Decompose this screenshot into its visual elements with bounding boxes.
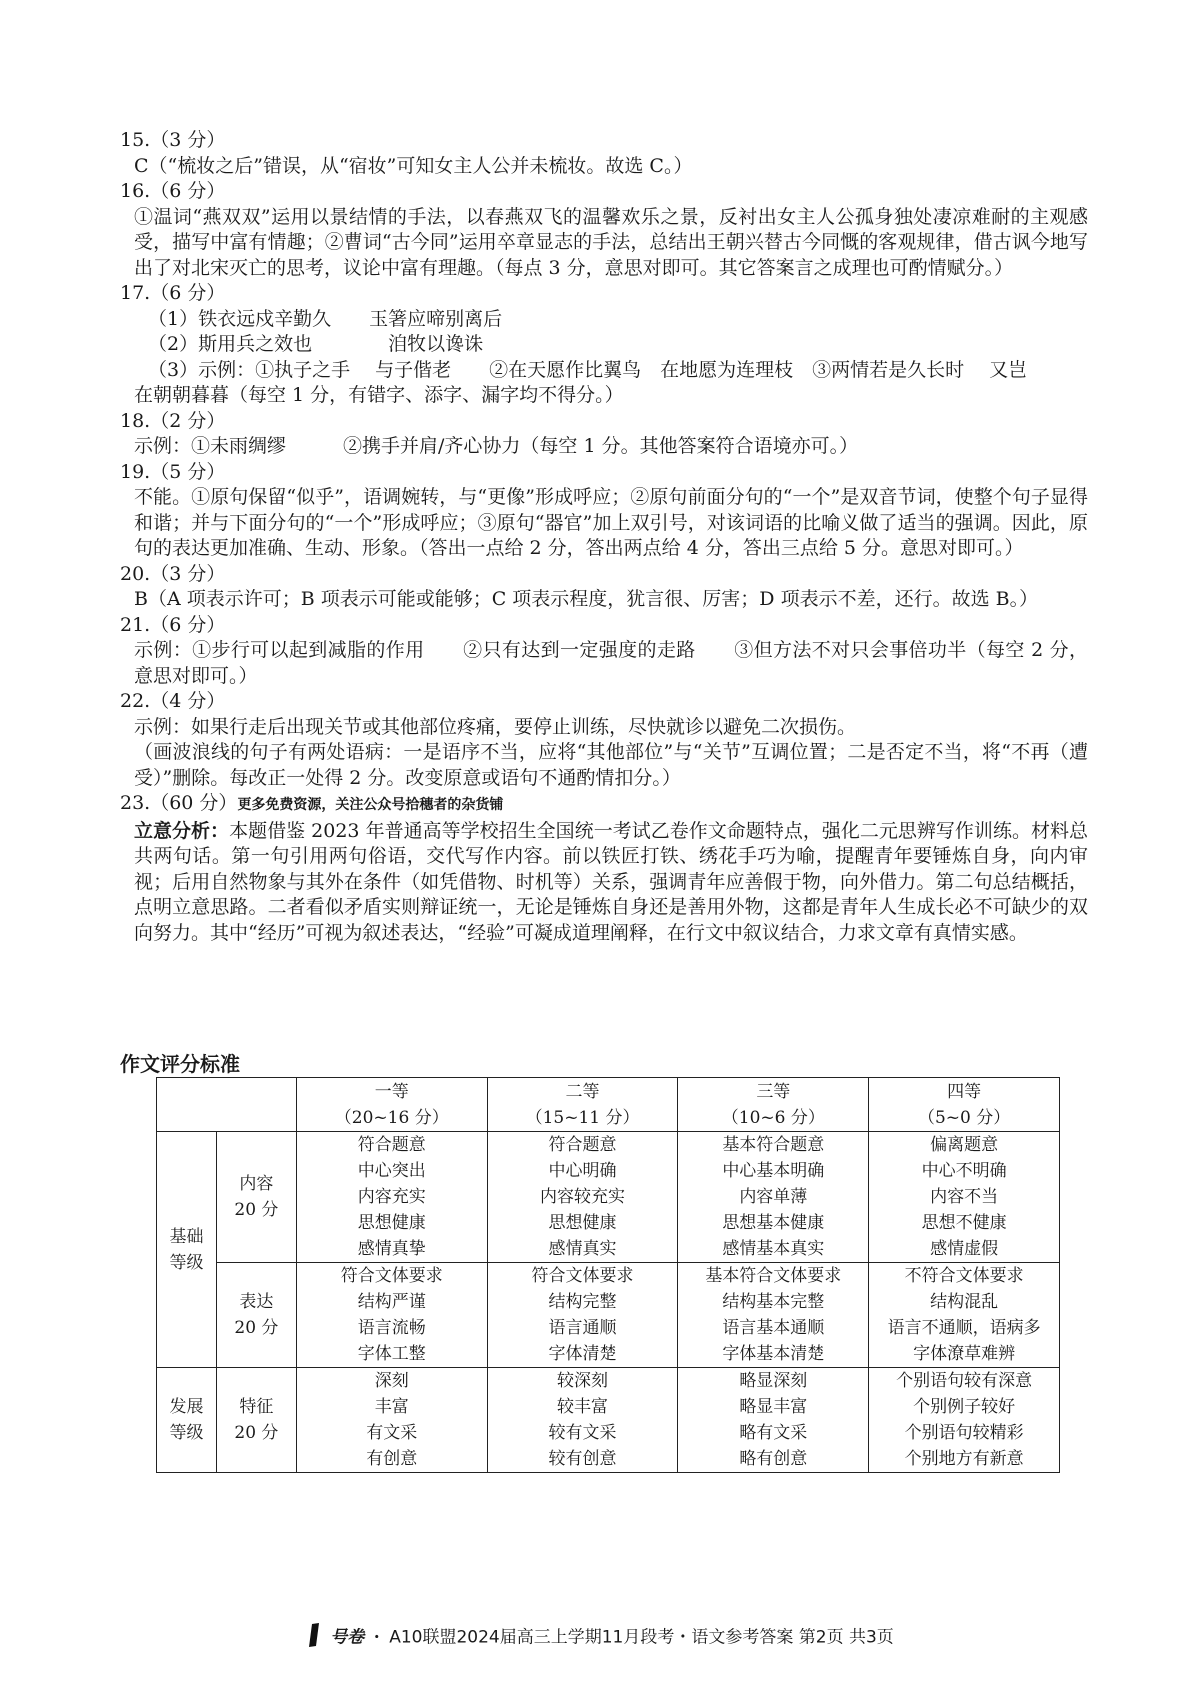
- q20-heading: 20.（3 分）: [120, 562, 226, 585]
- q22-explanation: （画波浪线的句子有两处语病：一是语序不当，应将“其他部位”与“关节”互调位置；二是否定不当，将“不再（遭受）”删除。每改正一处得 2 分。改变原意或语句不通酌情扣分。）: [134, 741, 1088, 789]
- footer-text: A10联盟2024届高三上学期11月段考・语文参考答案 第2页 共3页: [389, 1627, 894, 1648]
- criterion-text: 较丰富: [557, 1397, 609, 1417]
- feature-grade-4: [869, 1368, 1060, 1473]
- q17-line-1: （1）铁衣远戍辛勤久 玉箸应啼别离后: [148, 307, 503, 330]
- criterion-text: 字体潦草难辨: [913, 1344, 1016, 1364]
- criterion-text: 基本符合题意: [722, 1135, 825, 1155]
- criterion-text: 内容不当: [930, 1187, 999, 1207]
- criterion-text: 较有创意: [548, 1449, 617, 1469]
- criterion-text: 语言流畅: [357, 1318, 426, 1338]
- q17-line-2: （2）斯用兵之效也 洎牧以谗诛: [148, 333, 484, 355]
- analysis-body: 本题借鉴 2023 年普通高等学校招生全国统一考试乙卷作文命题特点，强化二元思辨写作训练。材料总共两句话。第一句引用两句俗语，交代写作内容。前以铁匠打铁、绣花手巧为喻，提醒青年要锤炼自身，向内审视；后用自然物象与其外在条件（如凭借物、时机等）关系，强调青年应善假于物，向外借力。第二句总结概括，点明立意思路。二者看似矛盾实则辩证统一，无论是锤炼自身还是善用外物，这都是青年人生成长必不可缺少的双向努力。其中“经历”可视为叙述表达，“经验”可凝成道理阐释，在行文中叙议结合，力求文章有真情实感。: [134, 819, 1088, 944]
- grade-header-3: 三等 （10~6 分）: [678, 1078, 869, 1132]
- criterion-text: 符合文体要求: [340, 1266, 443, 1286]
- q23-analysis: [120, 819, 1088, 947]
- expression-row: [157, 1263, 1060, 1368]
- q15-answer: C（“梳妆之后”错误，从“宿妆”可知女主人公并未梳妆。故选 C。）: [134, 154, 693, 177]
- feature-grade-3: [678, 1368, 869, 1473]
- criterion-text: 感情真挚: [357, 1239, 426, 1259]
- criterion-text: 内容充实: [357, 1187, 426, 1207]
- expression-grade-3: [678, 1263, 869, 1368]
- q22-example: 示例：如果行走后出现关节或其他部位疼痛，要停止训练，尽快就诊以避免二次损伤。: [134, 715, 857, 738]
- criterion-text: 深刻: [374, 1371, 409, 1391]
- q23-score: 23.（60 分）: [120, 792, 238, 814]
- criterion-text: 略有创意: [739, 1449, 808, 1469]
- feature-label: 特征 20 分: [216, 1368, 296, 1473]
- criterion-text: 内容单薄: [739, 1187, 808, 1207]
- q17-line-4: 在朝朝暮暮（每空 1 分，有错字、添字、漏字均不得分。）: [134, 384, 624, 406]
- criterion-text: 较有文采: [548, 1423, 617, 1443]
- criterion-text: 有创意: [366, 1449, 418, 1469]
- feature-grade-1: [296, 1368, 487, 1473]
- footer-separator: ・: [368, 1627, 386, 1648]
- criterion-text: 基本符合文体要求: [705, 1266, 842, 1286]
- criterion-text: 较深刻: [557, 1371, 609, 1391]
- criterion-text: 个别语句较精彩: [904, 1423, 1024, 1443]
- content-grade-3: [678, 1132, 869, 1263]
- q18-heading: 18.（2 分）: [120, 409, 226, 432]
- criterion-text: 中心明确: [548, 1161, 617, 1181]
- page-footer: [0, 1622, 1200, 1653]
- criterion-text: 字体工整: [357, 1344, 426, 1364]
- expression-grade-1: [296, 1263, 487, 1368]
- criterion-text: 结构完整: [548, 1292, 617, 1312]
- criterion-text: 符合文体要求: [531, 1266, 634, 1286]
- criterion-text: 思想基本健康: [722, 1213, 825, 1233]
- promo-text: 更多免费资源，关注公众号拾穗者的杂货铺: [237, 797, 504, 813]
- content-grade-4: [869, 1132, 1060, 1263]
- q18-answer: 示例：①未雨绸缪 ②携手并肩/齐心协力（每空 1 分。其他答案符合语境亦可。）: [134, 435, 859, 457]
- q17-heading: 17.（6 分）: [120, 282, 226, 304]
- criterion-text: 不符合文体要求: [904, 1266, 1024, 1286]
- criterion-text: 语言通顺: [548, 1318, 617, 1338]
- grade-header-4: 四等 （5~0 分）: [869, 1078, 1060, 1132]
- criterion-text: 个别语句较有深意: [896, 1371, 1033, 1391]
- criterion-text: 个别例子较好: [913, 1397, 1016, 1417]
- q23-heading: [120, 791, 1088, 819]
- q22-heading: 22.（4 分）: [120, 690, 226, 712]
- q19-answer: 不能。①原句保留“似乎”，语调婉转，与“更像”形成呼应；②原句前面分句的“一个”是双音节词，使整个句子显得和谐；并与下面分句的“一个”形成呼应；③原句“器官”加上双引号，对该词语的比喻义做了适当的强调。因此，原句的表达更加准确、生动、形象。（答出一点给 2 分，答出两点给 4 分，答出三点给 5 分。意思对即可。）: [134, 486, 1088, 559]
- criterion-text: 中心不明确: [921, 1161, 1007, 1181]
- criterion-text: 结构严谨: [357, 1292, 426, 1312]
- criterion-text: 个别地方有新意: [904, 1449, 1024, 1469]
- criterion-text: 内容较充实: [540, 1187, 626, 1207]
- criterion-text: 结构混乱: [930, 1292, 999, 1312]
- feature-grade-2: [487, 1368, 678, 1473]
- q21-heading: 21.（6 分）: [120, 613, 226, 636]
- q20-answer: B（A 项表示许可；B 项表示可能或能够；C 项表示程度，犹言很、厉害；D 项表示不差，还行。故选 B。）: [134, 588, 1039, 610]
- criterion-text: 符合题意: [548, 1135, 617, 1155]
- criterion-text: 符合题意: [357, 1135, 426, 1155]
- develop-level-cell: 发展等级: [157, 1368, 217, 1473]
- criterion-text: 思想健康: [548, 1213, 617, 1233]
- feature-row: [157, 1368, 1060, 1473]
- content-grade-2: [487, 1132, 678, 1263]
- grade-header-1: 一等 （20~16 分）: [296, 1078, 487, 1132]
- q17-line-3: （3）示例：①执子之手 与子偕老 ②在天愿作比翼鸟 在地愿为连理枝 ③两情若是久长时 又岂: [148, 358, 1028, 381]
- criterion-text: 略显丰富: [739, 1397, 808, 1417]
- criterion-text: 思想不健康: [921, 1213, 1007, 1233]
- brand-name: 号卷: [330, 1627, 365, 1648]
- corner-cell: [157, 1078, 297, 1132]
- criterion-text: 感情虚假: [930, 1239, 999, 1259]
- expression-grade-4: [869, 1263, 1060, 1368]
- criterion-text: 中心突出: [357, 1161, 426, 1181]
- brand-mark-icon: [306, 1622, 324, 1648]
- criterion-text: 中心基本明确: [722, 1161, 825, 1181]
- q21-answer: 示例：①步行可以起到减脂的作用 ②只有达到一定强度的走路 ③但方法不对只会事倍功半（每空 2 分，意思对即可。）: [134, 639, 1088, 687]
- content-grade-1: [296, 1132, 487, 1263]
- answer-content: [120, 128, 1088, 946]
- criterion-text: 有文采: [366, 1423, 418, 1443]
- q15-heading: 15.（3 分）: [120, 129, 226, 151]
- q16-answer: ①温词“燕双双”运用以景结情的手法，以春燕双飞的温馨欢乐之景，反衬出女主人公孤身独处凄凉难耐的主观感受，描写中富有情趣；②曹词“古今同”运用卒章显志的手法，总结出王朝兴替古今同慨的客观规律，借古讽今地写出了对北宋灭亡的思考，议论中富有理趣。（每点 3 分，意思对即可。其它答案言之成理也可酌情赋分。）: [134, 205, 1088, 279]
- criterion-text: 略有文采: [739, 1423, 808, 1443]
- criterion-text: 丰富: [374, 1397, 409, 1417]
- brand-logo: [306, 1622, 324, 1653]
- analysis-label: 立意分析：: [134, 819, 230, 842]
- criterion-text: 感情基本真实: [722, 1239, 825, 1259]
- q19-heading: 19.（5 分）: [120, 460, 226, 483]
- criterion-text: 略显深刻: [739, 1371, 808, 1391]
- expression-label: 表达 20 分: [216, 1263, 296, 1368]
- q16-heading: 16.（6 分）: [120, 180, 226, 202]
- criterion-text: 思想健康: [357, 1213, 426, 1233]
- grade-header-2: 二等 （15~11 分）: [487, 1078, 678, 1132]
- content-label: 内容 20 分: [216, 1132, 296, 1263]
- criterion-text: 字体基本清楚: [722, 1344, 825, 1364]
- criterion-text: 感情真实: [548, 1239, 617, 1259]
- criterion-text: 字体清楚: [548, 1344, 617, 1364]
- content-row: [157, 1132, 1060, 1263]
- expression-grade-2: [487, 1263, 678, 1368]
- basic-level-cell: 基础等级: [157, 1132, 217, 1368]
- criterion-text: 偏离题意: [930, 1135, 999, 1155]
- grade-header-row: [157, 1078, 1060, 1132]
- grading-table: [156, 1077, 1060, 1473]
- criterion-text: 语言基本通顺: [722, 1318, 825, 1338]
- table-title: 作文评分标准: [120, 1052, 240, 1076]
- criterion-text: 语言不通顺，语病多: [887, 1318, 1041, 1338]
- criterion-text: 结构基本完整: [722, 1292, 825, 1312]
